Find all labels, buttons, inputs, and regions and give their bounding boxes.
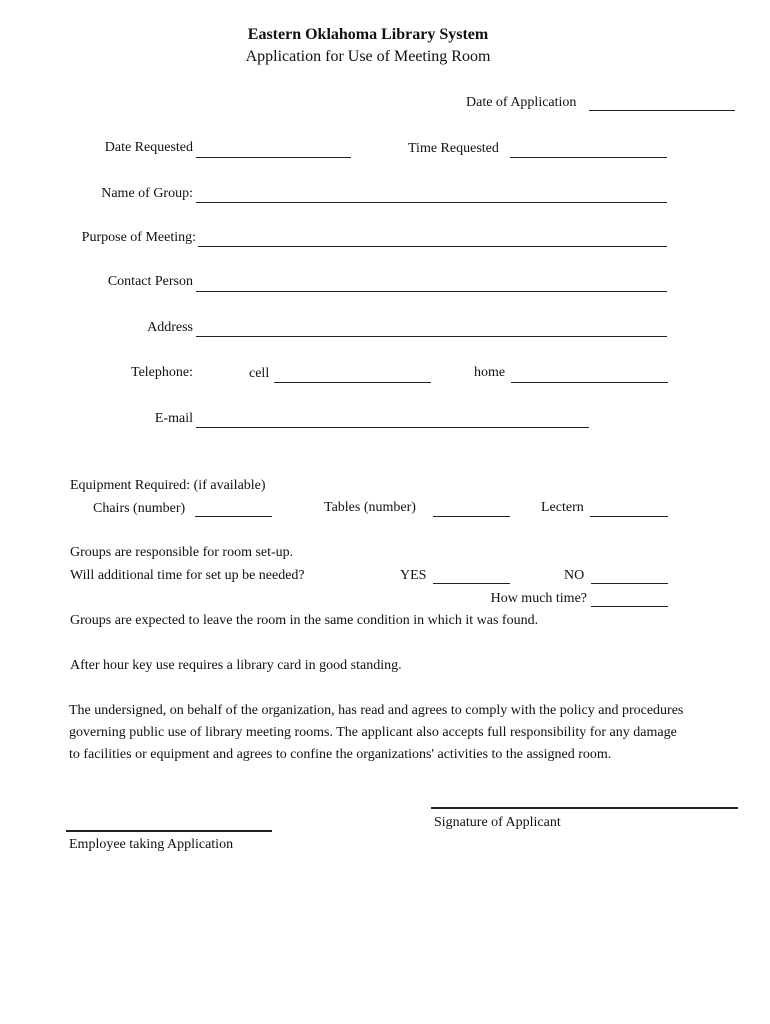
yes-label: YES — [400, 568, 427, 583]
setup-responsible-text: Groups are responsible for room set-up. — [70, 545, 294, 560]
tables-field[interactable] — [433, 516, 510, 517]
purpose-of-meeting-label: Purpose of Meeting: — [81, 230, 196, 245]
home-label: home — [474, 365, 506, 380]
address-label: Address — [147, 320, 193, 335]
agreement-line-1: The undersigned, on behalf of the organization, has read and agrees to comply with the policy and procedures — [69, 703, 684, 718]
tables-label: Tables (number) — [324, 500, 416, 515]
email-field[interactable] — [196, 427, 589, 428]
how-much-time-field[interactable] — [591, 606, 668, 607]
name-of-group-label: Name of Group: — [101, 186, 193, 201]
home-phone-field[interactable] — [511, 382, 668, 383]
cell-phone-field[interactable] — [274, 382, 431, 383]
lectern-field[interactable] — [590, 516, 668, 517]
time-requested-field[interactable] — [510, 157, 667, 158]
agreement-line-3: to facilities or equipment and agrees to confine the organizations' activities to the assigned room. — [69, 747, 612, 762]
equipment-heading: Equipment Required: (if available) — [70, 478, 266, 493]
condition-note: Groups are expected to leave the room in the same condition in which it was found. — [70, 613, 539, 628]
lectern-label: Lectern — [541, 500, 584, 515]
name-of-group-field[interactable] — [196, 202, 667, 203]
employee-signature-label: Employee taking Application — [69, 837, 234, 852]
agreement-line-2: governing public use of library meeting rooms. The applicant also accepts full responsibility for any damage — [69, 725, 677, 740]
contact-person-field[interactable] — [196, 291, 667, 292]
date-of-application-label: Date of Application — [466, 95, 577, 110]
applicant-signature-label: Signature of Applicant — [434, 815, 561, 830]
key-use-note: After hour key use requires a library card in good standing. — [70, 658, 402, 673]
no-field[interactable] — [591, 583, 668, 584]
form-title: Application for Use of Meeting Room — [245, 48, 491, 65]
how-much-time-label: How much time? — [490, 591, 587, 606]
email-label: E-mail — [154, 411, 193, 426]
applicant-signature-line[interactable] — [431, 807, 738, 809]
contact-person-label: Contact Person — [107, 274, 193, 289]
setup-question-text: Will additional time for set up be needed? — [70, 568, 305, 583]
chairs-label: Chairs (number) — [93, 501, 186, 516]
telephone-label: Telephone: — [131, 365, 193, 380]
cell-label: cell — [249, 366, 270, 381]
organization-name: Eastern Oklahoma Library System — [247, 26, 489, 43]
date-requested-field[interactable] — [196, 157, 351, 158]
employee-signature-line[interactable] — [66, 830, 272, 832]
yes-field[interactable] — [433, 583, 510, 584]
no-label: NO — [564, 568, 585, 583]
time-requested-label: Time Requested — [408, 141, 499, 156]
chairs-field[interactable] — [195, 516, 272, 517]
address-field[interactable] — [196, 336, 667, 337]
purpose-of-meeting-field[interactable] — [198, 246, 667, 247]
date-of-application-field[interactable] — [589, 110, 735, 111]
date-requested-label: Date Requested — [104, 140, 193, 155]
